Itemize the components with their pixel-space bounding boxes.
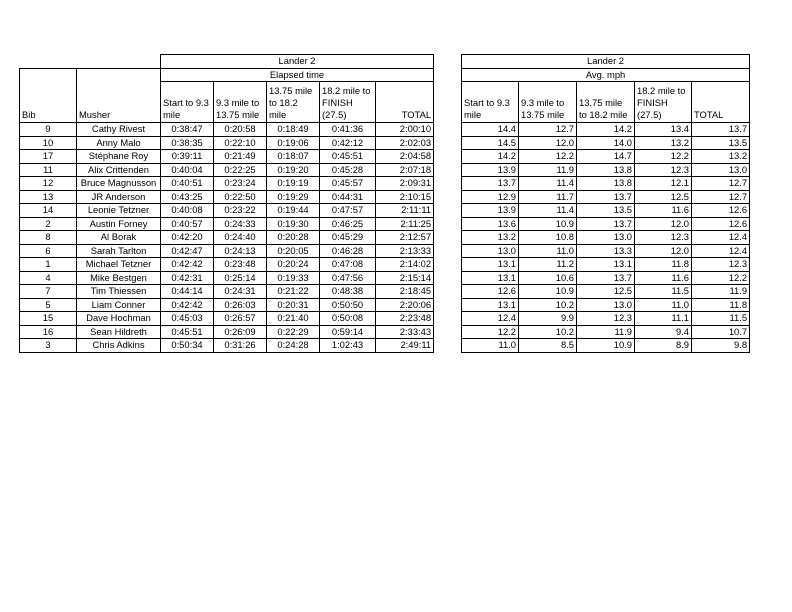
- time-seg1-cell: 0:43:25: [161, 190, 214, 204]
- table-row: [462, 298, 750, 312]
- mph-seg1-cell: 13.2: [462, 231, 519, 245]
- table-row: [20, 312, 434, 326]
- mph-seg2-cell: 11.7: [519, 190, 577, 204]
- mph-seg1-cell: 14.4: [462, 123, 519, 137]
- table-row: [20, 163, 434, 177]
- time-seg2-cell: 0:24:13: [214, 244, 267, 258]
- time-total-cell: 2:15:14: [376, 271, 434, 285]
- group-label: Lander 2: [462, 55, 750, 69]
- mph-seg2-cell: 10.2: [519, 325, 577, 339]
- time-seg1-cell: 0:45:03: [161, 312, 214, 326]
- time-seg1-cell: 0:40:08: [161, 204, 214, 218]
- mph-seg2-cell: 11.0: [519, 244, 577, 258]
- musher-cell: Stéphane Roy: [77, 150, 161, 164]
- mph-total-cell: 12.3: [692, 258, 750, 272]
- table-row: [20, 177, 434, 191]
- column-header-total: TOTAL: [376, 82, 434, 123]
- time-seg2-cell: 0:22:25: [214, 163, 267, 177]
- mph-seg4-cell: 11.0: [635, 298, 692, 312]
- musher-cell: Bruce Magnusson: [77, 177, 161, 191]
- table-row: [462, 177, 750, 191]
- table-row: [462, 271, 750, 285]
- mph-seg1-cell: 14.2: [462, 150, 519, 164]
- column-header-seg2: 9.3 mile to 13.75 mile: [519, 82, 577, 123]
- musher-cell: Liam Conner: [77, 298, 161, 312]
- bib-cell: 17: [20, 150, 77, 164]
- mph-total-cell: 10.7: [692, 325, 750, 339]
- mph-seg4-cell: 11.8: [635, 258, 692, 272]
- time-seg3-cell: 0:20:05: [267, 244, 320, 258]
- table-row: [20, 325, 434, 339]
- musher-cell: Tim Thiessen: [77, 285, 161, 299]
- bib-cell: 2: [20, 217, 77, 231]
- mph-seg4-cell: 9.4: [635, 325, 692, 339]
- bib-cell: 13: [20, 190, 77, 204]
- mph-total-cell: 11.8: [692, 298, 750, 312]
- mph-seg2-cell: 11.9: [519, 163, 577, 177]
- column-header-seg2: 9.3 mile to 13.75 mile: [214, 82, 267, 123]
- time-seg2-cell: 0:24:33: [214, 217, 267, 231]
- bib-cell: 7: [20, 285, 77, 299]
- musher-cell: Alix Crittenden: [77, 163, 161, 177]
- mph-seg1-cell: 12.6: [462, 285, 519, 299]
- mph-seg3-cell: 14.7: [577, 150, 635, 164]
- mph-seg4-cell: 12.2: [635, 150, 692, 164]
- mph-seg1-cell: 13.0: [462, 244, 519, 258]
- mph-seg2-cell: 12.0: [519, 136, 577, 150]
- time-seg1-cell: 0:40:51: [161, 177, 214, 191]
- time-seg3-cell: 0:19:29: [267, 190, 320, 204]
- time-seg2-cell: 0:26:57: [214, 312, 267, 326]
- table-row: [20, 217, 434, 231]
- bib-cell: 8: [20, 231, 77, 245]
- time-total-cell: 2:07:18: [376, 163, 434, 177]
- time-total-cell: 2:12:57: [376, 231, 434, 245]
- time-total-cell: 2:14:02: [376, 258, 434, 272]
- time-seg3-cell: 0:19:19: [267, 177, 320, 191]
- time-seg4-cell: 0:50:08: [320, 312, 376, 326]
- table-row: [462, 325, 750, 339]
- mph-total-cell: 12.7: [692, 190, 750, 204]
- bib-cell: 10: [20, 136, 77, 150]
- time-total-cell: 2:11:25: [376, 217, 434, 231]
- mph-seg2-cell: 10.8: [519, 231, 577, 245]
- time-seg4-cell: 0:46:25: [320, 217, 376, 231]
- time-seg1-cell: 0:38:47: [161, 123, 214, 137]
- time-seg3-cell: 0:21:40: [267, 312, 320, 326]
- sub-label: Elapsed time: [161, 68, 434, 82]
- mph-seg4-cell: 12.3: [635, 231, 692, 245]
- mph-seg2-cell: 10.9: [519, 285, 577, 299]
- time-total-cell: 2:33:43: [376, 325, 434, 339]
- mph-seg4-cell: 11.1: [635, 312, 692, 326]
- time-seg3-cell: 0:20:24: [267, 258, 320, 272]
- header-spacer: [20, 68, 77, 82]
- mph-seg3-cell: 13.8: [577, 163, 635, 177]
- table-row: [462, 204, 750, 218]
- mph-seg3-cell: 12.5: [577, 285, 635, 299]
- musher-cell: Austin Forney: [77, 217, 161, 231]
- time-seg3-cell: 0:19:30: [267, 217, 320, 231]
- time-total-cell: 2:00:10: [376, 123, 434, 137]
- time-seg1-cell: 0:44:14: [161, 285, 214, 299]
- mph-seg4-cell: 8.9: [635, 339, 692, 353]
- column-header-musher: Musher: [77, 82, 161, 123]
- time-seg1-cell: 0:40:57: [161, 217, 214, 231]
- time-seg3-cell: 0:19:44: [267, 204, 320, 218]
- time-seg1-cell: 0:42:42: [161, 258, 214, 272]
- time-seg3-cell: 0:18:49: [267, 123, 320, 137]
- mph-total-cell: 13.5: [692, 136, 750, 150]
- table-row: [20, 285, 434, 299]
- table-row: [462, 217, 750, 231]
- table-row: [462, 150, 750, 164]
- bib-cell: 3: [20, 339, 77, 353]
- mph-total-cell: 13.0: [692, 163, 750, 177]
- table-row: [462, 244, 750, 258]
- mph-seg1-cell: 13.1: [462, 298, 519, 312]
- table-row: [20, 258, 434, 272]
- mph-seg3-cell: 13.7: [577, 217, 635, 231]
- time-seg4-cell: 0:45:29: [320, 231, 376, 245]
- time-seg4-cell: 0:59:14: [320, 325, 376, 339]
- mph-seg1-cell: 12.4: [462, 312, 519, 326]
- bib-cell: 5: [20, 298, 77, 312]
- mph-seg4-cell: 13.2: [635, 136, 692, 150]
- bib-cell: 1: [20, 258, 77, 272]
- mph-seg3-cell: 14.2: [577, 123, 635, 137]
- mph-total-cell: 12.6: [692, 217, 750, 231]
- mph-seg1-cell: 13.1: [462, 271, 519, 285]
- mph-total-cell: 12.4: [692, 244, 750, 258]
- mph-seg2-cell: 11.4: [519, 204, 577, 218]
- musher-cell: Sarah Tarlton: [77, 244, 161, 258]
- mph-seg1-cell: 13.9: [462, 163, 519, 177]
- mph-total-cell: 13.7: [692, 123, 750, 137]
- time-seg4-cell: 1:02:43: [320, 339, 376, 353]
- bib-cell: 6: [20, 244, 77, 258]
- time-seg2-cell: 0:26:09: [214, 325, 267, 339]
- table-row: [462, 312, 750, 326]
- mph-seg4-cell: 12.3: [635, 163, 692, 177]
- time-seg4-cell: 0:47:08: [320, 258, 376, 272]
- time-total-cell: 2:10:15: [376, 190, 434, 204]
- mph-total-cell: 12.4: [692, 231, 750, 245]
- time-seg2-cell: 0:22:10: [214, 136, 267, 150]
- bib-cell: 11: [20, 163, 77, 177]
- time-seg1-cell: 0:42:31: [161, 271, 214, 285]
- blank-cell: [20, 55, 77, 69]
- time-seg3-cell: 0:20:31: [267, 298, 320, 312]
- time-seg1-cell: 0:50:34: [161, 339, 214, 353]
- mph-seg3-cell: 10.9: [577, 339, 635, 353]
- mph-seg4-cell: 11.6: [635, 271, 692, 285]
- table-row: [20, 150, 434, 164]
- table-row: [462, 231, 750, 245]
- musher-cell: Cathy Rivest: [77, 123, 161, 137]
- time-seg4-cell: 0:46:28: [320, 244, 376, 258]
- blank-cell: [77, 55, 161, 69]
- time-seg3-cell: 0:19:06: [267, 136, 320, 150]
- mph-total-cell: 11.9: [692, 285, 750, 299]
- mph-seg2-cell: 12.7: [519, 123, 577, 137]
- table-row: [462, 136, 750, 150]
- mph-seg3-cell: 13.1: [577, 258, 635, 272]
- mph-seg3-cell: 13.3: [577, 244, 635, 258]
- mph-seg1-cell: 11.0: [462, 339, 519, 353]
- time-seg3-cell: 0:20:28: [267, 231, 320, 245]
- mph-seg4-cell: 12.0: [635, 217, 692, 231]
- musher-cell: Michael Tetzner: [77, 258, 161, 272]
- time-seg1-cell: 0:39:11: [161, 150, 214, 164]
- time-seg2-cell: 0:23:24: [214, 177, 267, 191]
- time-seg4-cell: 0:50:50: [320, 298, 376, 312]
- table-row: [20, 204, 434, 218]
- table-row: [462, 258, 750, 272]
- time-seg3-cell: 0:24:28: [267, 339, 320, 353]
- bib-cell: 4: [20, 271, 77, 285]
- mph-seg3-cell: 13.0: [577, 298, 635, 312]
- time-seg2-cell: 0:26:03: [214, 298, 267, 312]
- time-seg4-cell: 0:48:38: [320, 285, 376, 299]
- time-seg3-cell: 0:21:22: [267, 285, 320, 299]
- mph-seg2-cell: 9.9: [519, 312, 577, 326]
- sub-label: Avg. mph: [462, 68, 750, 82]
- mph-seg4-cell: 12.0: [635, 244, 692, 258]
- mph-seg2-cell: 11.4: [519, 177, 577, 191]
- time-seg2-cell: 0:23:48: [214, 258, 267, 272]
- time-total-cell: 2:23:48: [376, 312, 434, 326]
- time-seg3-cell: 0:18:07: [267, 150, 320, 164]
- bib-cell: 12: [20, 177, 77, 191]
- table-row: [20, 244, 434, 258]
- time-total-cell: 2:20:06: [376, 298, 434, 312]
- time-seg2-cell: 0:24:40: [214, 231, 267, 245]
- time-seg4-cell: 0:41:36: [320, 123, 376, 137]
- table-row: [462, 285, 750, 299]
- mph-total-cell: 12.6: [692, 204, 750, 218]
- time-total-cell: 2:18:45: [376, 285, 434, 299]
- bib-cell: 9: [20, 123, 77, 137]
- time-total-cell: 2:49:11: [376, 339, 434, 353]
- time-seg4-cell: 0:44:31: [320, 190, 376, 204]
- table-row: [20, 136, 434, 150]
- column-header-seg3: 13.75 mile to 18.2 mile: [577, 82, 635, 123]
- table-row: [462, 123, 750, 137]
- bib-cell: 14: [20, 204, 77, 218]
- mph-seg3-cell: 14.0: [577, 136, 635, 150]
- table-row: [20, 339, 434, 353]
- mph-seg2-cell: 12.2: [519, 150, 577, 164]
- time-total-cell: 2:11:11: [376, 204, 434, 218]
- mph-seg3-cell: 13.7: [577, 190, 635, 204]
- mph-seg2-cell: 8.5: [519, 339, 577, 353]
- bib-cell: 16: [20, 325, 77, 339]
- time-total-cell: 2:09:31: [376, 177, 434, 191]
- musher-cell: Leonie Tetzner: [77, 204, 161, 218]
- time-total-cell: 2:13:33: [376, 244, 434, 258]
- musher-cell: JR Anderson: [77, 190, 161, 204]
- time-seg4-cell: 0:47:57: [320, 204, 376, 218]
- time-seg3-cell: 0:22:29: [267, 325, 320, 339]
- musher-cell: Mike Bestgen: [77, 271, 161, 285]
- time-seg1-cell: 0:45:51: [161, 325, 214, 339]
- time-seg2-cell: 0:25:14: [214, 271, 267, 285]
- time-seg4-cell: 0:45:57: [320, 177, 376, 191]
- time-seg1-cell: 0:42:47: [161, 244, 214, 258]
- column-header-seg3: 13.75 mile to 18.2 mile: [267, 82, 320, 123]
- time-seg2-cell: 0:20:58: [214, 123, 267, 137]
- table-row: [462, 190, 750, 204]
- mph-seg3-cell: 13.7: [577, 271, 635, 285]
- mph-total-cell: 11.5: [692, 312, 750, 326]
- musher-cell: Dave Hochman: [77, 312, 161, 326]
- table-row: [20, 271, 434, 285]
- table-row: [462, 163, 750, 177]
- mph-total-cell: 12.7: [692, 177, 750, 191]
- time-seg1-cell: 0:42:42: [161, 298, 214, 312]
- mph-seg1-cell: 13.1: [462, 258, 519, 272]
- column-header-seg1: Start to 9.3 mile: [161, 82, 214, 123]
- time-seg1-cell: 0:42:20: [161, 231, 214, 245]
- time-seg4-cell: 0:42:12: [320, 136, 376, 150]
- avg-mph-table: [461, 54, 750, 353]
- musher-cell: Sean Hildreth: [77, 325, 161, 339]
- elapsed-time-table: [19, 54, 434, 353]
- musher-cell: Chris Adkins: [77, 339, 161, 353]
- time-seg2-cell: 0:22:50: [214, 190, 267, 204]
- mph-seg3-cell: 13.0: [577, 231, 635, 245]
- mph-seg1-cell: 13.9: [462, 204, 519, 218]
- mph-seg1-cell: 12.9: [462, 190, 519, 204]
- time-seg2-cell: 0:24:31: [214, 285, 267, 299]
- mph-seg1-cell: 13.6: [462, 217, 519, 231]
- mph-seg1-cell: 12.2: [462, 325, 519, 339]
- time-seg4-cell: 0:47:56: [320, 271, 376, 285]
- mph-seg3-cell: 13.8: [577, 177, 635, 191]
- time-seg4-cell: 0:45:51: [320, 150, 376, 164]
- time-seg3-cell: 0:19:33: [267, 271, 320, 285]
- time-seg1-cell: 0:38:35: [161, 136, 214, 150]
- time-seg2-cell: 0:23:22: [214, 204, 267, 218]
- table-row: [20, 190, 434, 204]
- time-seg4-cell: 0:45:28: [320, 163, 376, 177]
- table-row: [20, 231, 434, 245]
- header-spacer: [77, 68, 161, 82]
- time-seg2-cell: 0:31:26: [214, 339, 267, 353]
- mph-seg4-cell: 13.4: [635, 123, 692, 137]
- mph-seg1-cell: 13.7: [462, 177, 519, 191]
- column-header-bib: Bib: [20, 82, 77, 123]
- mph-total-cell: 12.2: [692, 271, 750, 285]
- time-total-cell: 2:04:58: [376, 150, 434, 164]
- column-header-seg1: Start to 9.3 mile: [462, 82, 519, 123]
- mph-seg2-cell: 10.2: [519, 298, 577, 312]
- mph-seg4-cell: 11.6: [635, 204, 692, 218]
- bib-cell: 15: [20, 312, 77, 326]
- musher-cell: Anny Malo: [77, 136, 161, 150]
- table-row: [20, 123, 434, 137]
- column-header-total: TOTAL: [692, 82, 750, 123]
- mph-total-cell: 9.8: [692, 339, 750, 353]
- mph-seg4-cell: 12.5: [635, 190, 692, 204]
- musher-cell: Al Borak: [77, 231, 161, 245]
- mph-total-cell: 13.2: [692, 150, 750, 164]
- mph-seg1-cell: 14.5: [462, 136, 519, 150]
- mph-seg3-cell: 13.5: [577, 204, 635, 218]
- column-header-seg4: 18.2 mile to FINISH (27.5): [635, 82, 692, 123]
- time-total-cell: 2:02:03: [376, 136, 434, 150]
- mph-seg3-cell: 12.3: [577, 312, 635, 326]
- mph-seg4-cell: 11.5: [635, 285, 692, 299]
- time-seg2-cell: 0:21:49: [214, 150, 267, 164]
- mph-seg3-cell: 11.9: [577, 325, 635, 339]
- table-row: [462, 339, 750, 353]
- mph-seg2-cell: 10.9: [519, 217, 577, 231]
- table-row: [20, 298, 434, 312]
- mph-seg2-cell: 10.6: [519, 271, 577, 285]
- column-header-seg4: 18.2 mile to FINISH (27.5): [320, 82, 376, 123]
- group-label: Lander 2: [161, 55, 434, 69]
- mph-seg4-cell: 12.1: [635, 177, 692, 191]
- time-seg3-cell: 0:19:20: [267, 163, 320, 177]
- mph-seg2-cell: 11.2: [519, 258, 577, 272]
- time-seg1-cell: 0:40:04: [161, 163, 214, 177]
